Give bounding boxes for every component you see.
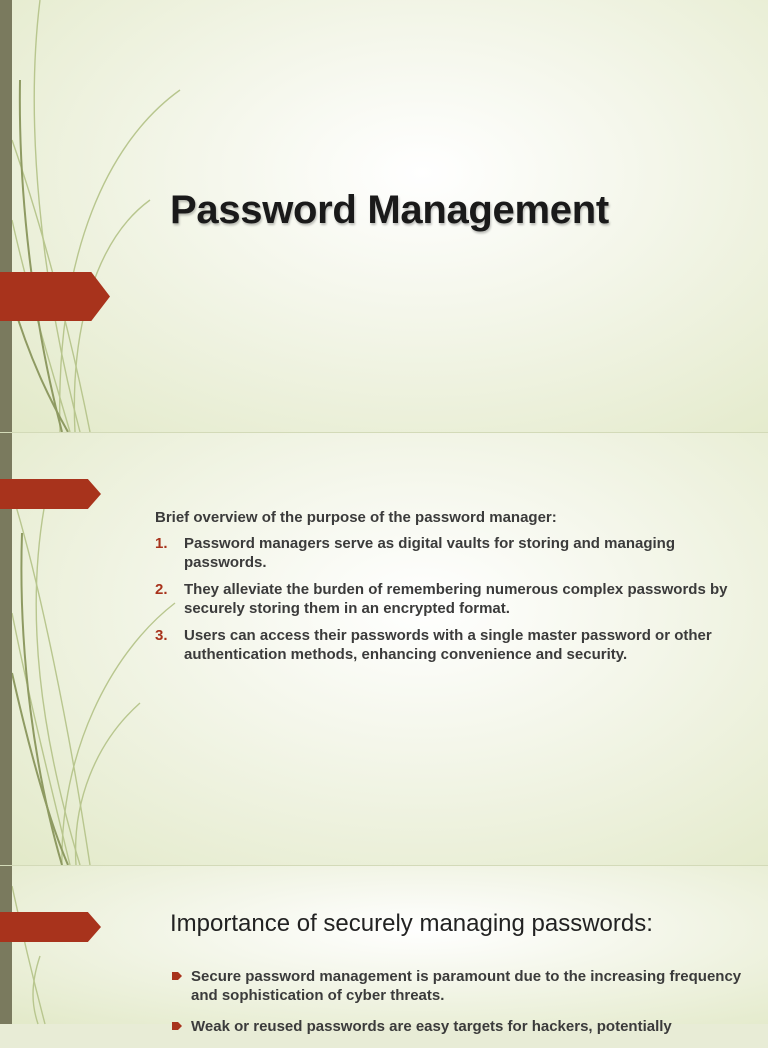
slide-title: Password Management [170,188,609,232]
list-item [172,967,742,1005]
red-arrow-banner [0,479,101,509]
slide-title: Importance of securely managing passwords: [170,910,653,937]
list-number: 1. [155,535,168,552]
title-slide [0,0,768,432]
list-item-text: Secure password management is paramount due to the increasing frequency and sophistication of cyber threats. [191,968,742,1004]
overview-lead: Brief overview of the purpose of the password manager: [155,509,557,526]
overview-slide [0,433,768,865]
list-item-text: Password managers serve as digital vaults for storing and managing passwords. [184,535,675,571]
list-number: 2. [155,581,168,598]
importance-slide [0,866,768,1035]
slide-side-bar [0,866,12,1024]
bullet-list [172,967,742,1048]
overview-list [155,534,735,664]
overview-content [155,508,735,672]
decorative-curves [0,866,200,1024]
list-item-text: Weak or reused passwords are easy targets for hackers, potentially [191,1018,672,1035]
red-arrow-banner [0,912,101,942]
arrow-bullet-icon [172,1020,182,1032]
red-arrow-banner [0,272,110,321]
list-item-text: Users can access their passwords with a single master password or other authentication methods, enhancing convenience and security. [184,627,712,663]
slide-side-bar [0,0,12,432]
list-item [155,534,735,572]
list-number: 3. [155,627,168,644]
list-item-text: They alleviate the burden of remembering numerous complex passwords by securely storing them in an encrypted format. [184,581,728,617]
list-item [155,626,735,664]
list-item [155,580,735,618]
list-item [172,1017,742,1036]
arrow-bullet-icon [172,970,182,982]
